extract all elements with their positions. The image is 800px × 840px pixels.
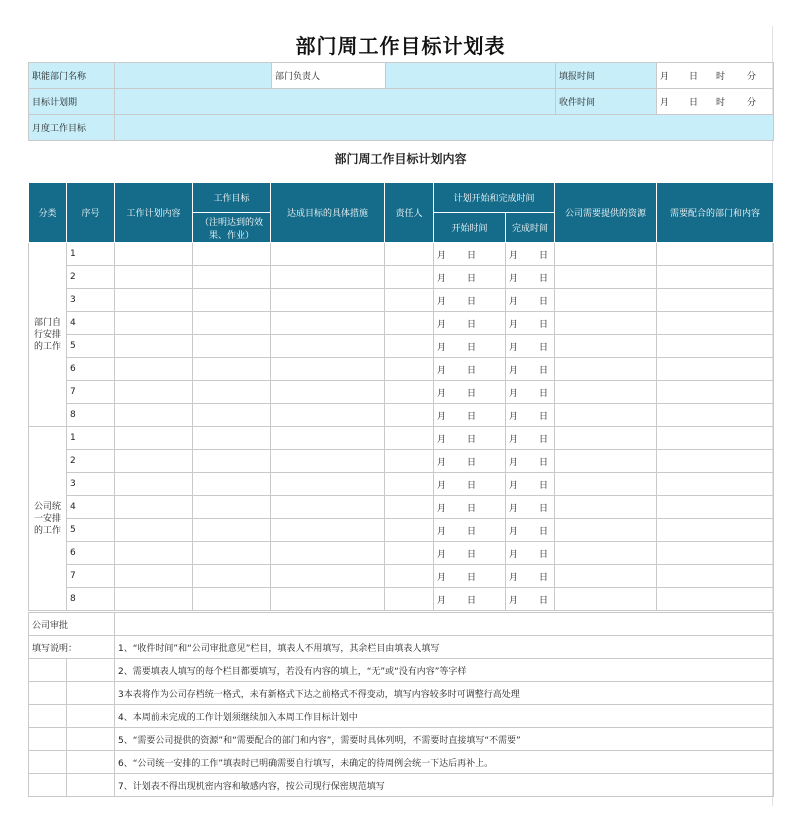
content-cell[interactable] — [115, 565, 193, 588]
finish-date-cell[interactable] — [506, 358, 555, 381]
monthly-goal-label: 月度工作目标 — [29, 115, 115, 141]
date-day-label: 日 — [467, 549, 477, 560]
coop-cell[interactable] — [657, 243, 774, 266]
header-info-table — [28, 62, 774, 141]
col-start: 开始时间 — [434, 213, 506, 243]
date-day-label: 日 — [467, 388, 477, 399]
note-text: 5、“需要公司提供的资源”和“需要配合的部门和内容”，需要时具体列明，不需要时直接填写“不需要” — [115, 728, 774, 751]
start-date-cell[interactable] — [434, 243, 506, 266]
goal-cell[interactable] — [193, 335, 271, 358]
owner-cell[interactable] — [385, 427, 434, 450]
table-row — [29, 519, 774, 542]
goal-cell[interactable] — [193, 358, 271, 381]
category-label: 公司统一安排的工作 — [29, 427, 67, 611]
resources-cell[interactable] — [555, 450, 657, 473]
empty-cell — [29, 659, 67, 682]
content-cell[interactable] — [115, 427, 193, 450]
table-row — [29, 565, 774, 588]
content-cell[interactable] — [115, 266, 193, 289]
col-finish: 完成时间 — [506, 213, 555, 243]
date-month-label: 月 — [509, 296, 519, 307]
start-date-cell[interactable] — [434, 312, 506, 335]
note-row — [29, 659, 774, 682]
approval-field[interactable] — [115, 613, 774, 636]
finish-date-cell[interactable] — [506, 289, 555, 312]
coop-cell[interactable] — [657, 542, 774, 565]
date-part-month: 月 — [660, 72, 670, 82]
coop-cell[interactable] — [657, 404, 774, 427]
empty-cell — [29, 751, 67, 774]
start-date-cell[interactable] — [434, 289, 506, 312]
content-cell[interactable] — [115, 312, 193, 335]
owner-cell[interactable] — [385, 312, 434, 335]
category-label: 部门自行安排的工作 — [29, 243, 67, 427]
date-month-label: 月 — [509, 342, 519, 353]
plan-table — [28, 182, 774, 611]
finish-date-cell[interactable] — [506, 542, 555, 565]
coop-cell[interactable] — [657, 588, 774, 611]
approval-row — [29, 613, 774, 636]
date-month-label: 月 — [437, 319, 447, 330]
note-row — [29, 751, 774, 774]
table-row — [29, 289, 774, 312]
date-day-label: 日 — [539, 250, 549, 261]
date-part-minute: 分 — [747, 98, 757, 108]
note-text: 6、“公司统一安排的工作”填表时已明确需要自行填写，未确定的待周例会统一下达后再补上。 — [115, 751, 774, 774]
goal-cell[interactable] — [193, 588, 271, 611]
fill-time-label: 填报时间 — [556, 63, 657, 89]
resources-cell[interactable] — [555, 565, 657, 588]
note-text: 2、需要填表人填写的每个栏目都要填写，若没有内容的填上，“无”或“没有内容”等字样 — [115, 659, 774, 682]
start-date-cell[interactable] — [434, 358, 506, 381]
finish-date-cell[interactable] — [506, 519, 555, 542]
finish-date-cell[interactable] — [506, 381, 555, 404]
coop-cell[interactable] — [657, 266, 774, 289]
date-part-hour: 时 — [716, 72, 726, 82]
row-number: 8 — [67, 404, 115, 427]
content-cell[interactable] — [115, 335, 193, 358]
date-month-label: 月 — [437, 480, 447, 491]
measures-cell[interactable] — [271, 588, 385, 611]
row-number: 1 — [67, 243, 115, 266]
date-month-label: 月 — [437, 342, 447, 353]
date-month-label: 月 — [509, 549, 519, 560]
dept-name-label: 职能部门名称 — [29, 63, 115, 89]
resources-cell[interactable] — [555, 473, 657, 496]
date-day-label: 日 — [539, 572, 549, 583]
measures-cell[interactable] — [271, 565, 385, 588]
owner-cell[interactable] — [385, 289, 434, 312]
start-date-cell[interactable] — [434, 335, 506, 358]
resources-cell[interactable] — [555, 427, 657, 450]
content-cell[interactable] — [115, 404, 193, 427]
date-day-label: 日 — [467, 342, 477, 353]
measures-cell[interactable] — [271, 473, 385, 496]
col-content: 工作计划内容 — [115, 183, 193, 243]
table-row — [29, 404, 774, 427]
finish-date-cell[interactable] — [506, 473, 555, 496]
date-part-day: 日 — [689, 98, 699, 108]
resources-cell[interactable] — [555, 243, 657, 266]
dept-name-field[interactable] — [115, 63, 272, 89]
start-date-cell[interactable] — [434, 473, 506, 496]
content-cell[interactable] — [115, 450, 193, 473]
date-month-label: 月 — [509, 503, 519, 514]
date-day-label: 日 — [539, 503, 549, 514]
owner-cell[interactable] — [385, 542, 434, 565]
row-number: 6 — [67, 358, 115, 381]
date-day-label: 日 — [539, 526, 549, 537]
date-day-label: 日 — [539, 319, 549, 330]
start-date-cell[interactable] — [434, 266, 506, 289]
start-date-cell[interactable] — [434, 542, 506, 565]
date-month-label: 月 — [509, 388, 519, 399]
note-text: 7、计划表不得出现机密内容和敏感内容，按公司现行保密规范填写 — [115, 774, 774, 797]
date-day-label: 日 — [467, 319, 477, 330]
row-number: 3 — [67, 473, 115, 496]
date-month-label: 月 — [509, 273, 519, 284]
date-month-label: 月 — [509, 526, 519, 537]
table-row — [29, 542, 774, 565]
measures-cell[interactable] — [271, 542, 385, 565]
measures-cell[interactable] — [271, 312, 385, 335]
date-day-label: 日 — [467, 365, 477, 376]
date-day-label: 日 — [467, 457, 477, 468]
date-day-label: 日 — [467, 273, 477, 284]
finish-date-cell[interactable] — [506, 312, 555, 335]
measures-cell[interactable] — [271, 450, 385, 473]
dept-head-label: 部门负责人 — [272, 63, 386, 89]
date-part-month: 月 — [660, 98, 670, 108]
coop-cell[interactable] — [657, 358, 774, 381]
start-date-cell[interactable] — [434, 519, 506, 542]
start-date-cell[interactable] — [434, 404, 506, 427]
date-month-label: 月 — [437, 595, 447, 606]
row-number: 4 — [67, 496, 115, 519]
date-month-label: 月 — [437, 457, 447, 468]
note-row — [29, 636, 774, 659]
owner-cell[interactable] — [385, 450, 434, 473]
date-month-label: 月 — [509, 480, 519, 491]
date-day-label: 日 — [539, 273, 549, 284]
goal-cell[interactable] — [193, 243, 271, 266]
measures-cell[interactable] — [271, 358, 385, 381]
owner-cell[interactable] — [385, 358, 434, 381]
col-seq: 序号 — [67, 183, 115, 243]
goal-cell[interactable] — [193, 289, 271, 312]
col-coop: 需要配合的部门和内容 — [657, 183, 774, 243]
measures-cell[interactable] — [271, 381, 385, 404]
table-row — [29, 335, 774, 358]
coop-cell[interactable] — [657, 496, 774, 519]
resources-cell[interactable] — [555, 358, 657, 381]
coop-cell[interactable] — [657, 335, 774, 358]
measures-cell[interactable] — [271, 519, 385, 542]
owner-cell[interactable] — [385, 381, 434, 404]
finish-date-cell[interactable] — [506, 588, 555, 611]
resources-cell[interactable] — [555, 312, 657, 335]
note-text: 1、“收件时间”和“公司审批意见”栏目，填表人不用填写，其余栏目由填表人填写 — [115, 636, 774, 659]
goal-cell[interactable] — [193, 542, 271, 565]
empty-cell — [67, 705, 115, 728]
resources-cell[interactable] — [555, 496, 657, 519]
measures-cell[interactable] — [271, 289, 385, 312]
start-date-cell[interactable] — [434, 565, 506, 588]
date-day-label: 日 — [467, 296, 477, 307]
date-month-label: 月 — [437, 365, 447, 376]
note-text: 4、本周前未完成的工作计划须继续加入本周工作目标计划中 — [115, 705, 774, 728]
content-cell[interactable] — [115, 243, 193, 266]
table-row — [29, 450, 774, 473]
empty-cell — [29, 682, 67, 705]
date-day-label: 日 — [539, 342, 549, 353]
date-day-label: 日 — [467, 411, 477, 422]
resources-cell[interactable] — [555, 381, 657, 404]
note-row — [29, 705, 774, 728]
coop-cell[interactable] — [657, 565, 774, 588]
measures-cell[interactable] — [271, 266, 385, 289]
date-day-label: 日 — [467, 480, 477, 491]
receive-time-field[interactable] — [657, 89, 774, 115]
owner-cell[interactable] — [385, 335, 434, 358]
date-day-label: 日 — [467, 250, 477, 261]
row-number: 1 — [67, 427, 115, 450]
empty-cell — [67, 728, 115, 751]
resources-cell[interactable] — [555, 542, 657, 565]
resources-cell[interactable] — [555, 404, 657, 427]
coop-cell[interactable] — [657, 473, 774, 496]
finish-date-cell[interactable] — [506, 404, 555, 427]
col-owner: 责任人 — [385, 183, 434, 243]
row-number: 8 — [67, 588, 115, 611]
col-category: 分类 — [29, 183, 67, 243]
table-row — [29, 312, 774, 335]
coop-cell[interactable] — [657, 289, 774, 312]
date-day-label: 日 — [539, 296, 549, 307]
content-cell[interactable] — [115, 358, 193, 381]
date-day-label: 日 — [467, 595, 477, 606]
approval-label: 公司审批 — [29, 613, 115, 636]
empty-cell — [29, 774, 67, 797]
fill-time-field[interactable] — [657, 63, 774, 89]
date-day-label: 日 — [539, 457, 549, 468]
date-month-label: 月 — [437, 434, 447, 445]
measures-cell[interactable] — [271, 335, 385, 358]
date-month-label: 月 — [437, 572, 447, 583]
goal-cell[interactable] — [193, 266, 271, 289]
row-number: 6 — [67, 542, 115, 565]
owner-cell[interactable] — [385, 473, 434, 496]
goal-cell[interactable] — [193, 381, 271, 404]
date-month-label: 月 — [509, 595, 519, 606]
coop-cell[interactable] — [657, 312, 774, 335]
owner-cell[interactable] — [385, 519, 434, 542]
row-number: 7 — [67, 565, 115, 588]
row-number: 5 — [67, 519, 115, 542]
col-goal: 工作目标 — [193, 183, 271, 213]
note-row — [29, 728, 774, 751]
finish-date-cell[interactable] — [506, 565, 555, 588]
resources-cell[interactable] — [555, 335, 657, 358]
measures-cell[interactable] — [271, 243, 385, 266]
finish-date-cell[interactable] — [506, 266, 555, 289]
owner-cell[interactable] — [385, 496, 434, 519]
col-measures: 达成目标的具体措施 — [271, 183, 385, 243]
start-date-cell[interactable] — [434, 381, 506, 404]
notes-table — [28, 612, 774, 797]
row-number: 3 — [67, 289, 115, 312]
date-day-label: 日 — [467, 526, 477, 537]
content-cell[interactable] — [115, 473, 193, 496]
table-row — [29, 266, 774, 289]
content-cell[interactable] — [115, 588, 193, 611]
date-part-minute: 分 — [747, 72, 757, 82]
date-month-label: 月 — [437, 296, 447, 307]
date-day-label: 日 — [539, 595, 549, 606]
date-month-label: 月 — [509, 411, 519, 422]
start-date-cell[interactable] — [434, 450, 506, 473]
table-row — [29, 588, 774, 611]
monthly-goal-field[interactable] — [115, 115, 774, 141]
goal-cell[interactable] — [193, 565, 271, 588]
finish-date-cell[interactable] — [506, 427, 555, 450]
row-number: 2 — [67, 266, 115, 289]
date-month-label: 月 — [437, 526, 447, 537]
plan-period-label: 目标计划期 — [29, 89, 115, 115]
content-cell[interactable] — [115, 542, 193, 565]
resources-cell[interactable] — [555, 588, 657, 611]
resources-cell[interactable] — [555, 266, 657, 289]
start-date-cell[interactable] — [434, 588, 506, 611]
date-month-label: 月 — [437, 411, 447, 422]
empty-cell — [29, 705, 67, 728]
date-day-label: 日 — [539, 434, 549, 445]
content-cell[interactable] — [115, 289, 193, 312]
table-row — [29, 496, 774, 519]
date-day-label: 日 — [467, 434, 477, 445]
goal-cell[interactable] — [193, 473, 271, 496]
goal-cell[interactable] — [193, 496, 271, 519]
note-row — [29, 774, 774, 797]
row-number: 5 — [67, 335, 115, 358]
finish-date-cell[interactable] — [506, 450, 555, 473]
date-day-label: 日 — [539, 549, 549, 560]
table-row — [29, 473, 774, 496]
table-row — [29, 243, 774, 266]
finish-date-cell[interactable] — [506, 496, 555, 519]
table-row — [29, 381, 774, 404]
start-date-cell[interactable] — [434, 496, 506, 519]
table-row — [29, 358, 774, 381]
page-title: 部门周工作目标计划表 — [295, 34, 506, 58]
goal-cell[interactable] — [193, 519, 271, 542]
col-goal-note: （注明达到的效果、作业） — [193, 213, 271, 243]
goal-cell[interactable] — [193, 404, 271, 427]
date-month-label: 月 — [509, 319, 519, 330]
owner-cell[interactable] — [385, 565, 434, 588]
empty-cell — [67, 682, 115, 705]
coop-cell[interactable] — [657, 450, 774, 473]
owner-cell[interactable] — [385, 588, 434, 611]
date-month-label: 月 — [437, 503, 447, 514]
receive-time-label: 收件时间 — [556, 89, 657, 115]
start-date-cell[interactable] — [434, 427, 506, 450]
measures-cell[interactable] — [271, 404, 385, 427]
date-part-hour: 时 — [716, 98, 726, 108]
dept-head-field[interactable] — [386, 63, 556, 89]
notes-label: 填写说明： — [29, 636, 115, 659]
date-month-label: 月 — [437, 549, 447, 560]
empty-cell — [67, 751, 115, 774]
content-cell[interactable] — [115, 519, 193, 542]
col-resources: 公司需要提供的资源 — [555, 183, 657, 243]
date-month-label: 月 — [509, 365, 519, 376]
owner-cell[interactable] — [385, 266, 434, 289]
plan-period-field[interactable] — [115, 89, 556, 115]
date-month-label: 月 — [509, 434, 519, 445]
goal-cell[interactable] — [193, 427, 271, 450]
owner-cell[interactable] — [385, 404, 434, 427]
coop-cell[interactable] — [657, 519, 774, 542]
note-text: 3本表将作为公司存档统一格式，未有新格式下达之前格式不得变动，填写内容较多时可调整行高处理 — [115, 682, 774, 705]
note-row — [29, 682, 774, 705]
date-month-label: 月 — [437, 250, 447, 261]
content-cell[interactable] — [115, 381, 193, 404]
date-part-day: 日 — [689, 72, 699, 82]
date-day-label: 日 — [539, 411, 549, 422]
empty-cell — [67, 659, 115, 682]
coop-cell[interactable] — [657, 427, 774, 450]
date-month-label: 月 — [437, 273, 447, 284]
coop-cell[interactable] — [657, 381, 774, 404]
content-cell[interactable] — [115, 496, 193, 519]
date-day-label: 日 — [539, 388, 549, 399]
date-day-label: 日 — [539, 480, 549, 491]
row-number: 4 — [67, 312, 115, 335]
empty-cell — [29, 728, 67, 751]
finish-date-cell[interactable] — [506, 335, 555, 358]
goal-cell[interactable] — [193, 312, 271, 335]
date-day-label: 日 — [539, 365, 549, 376]
date-day-label: 日 — [467, 503, 477, 514]
empty-cell — [67, 774, 115, 797]
section-title: 部门周工作目标计划内容 — [334, 152, 467, 166]
col-schedule: 计划开始和完成时间 — [434, 183, 555, 213]
date-day-label: 日 — [467, 572, 477, 583]
measures-cell[interactable] — [271, 496, 385, 519]
goal-cell[interactable] — [193, 450, 271, 473]
row-number: 7 — [67, 381, 115, 404]
resources-cell[interactable] — [555, 519, 657, 542]
date-month-label: 月 — [509, 457, 519, 468]
finish-date-cell[interactable] — [506, 243, 555, 266]
date-month-label: 月 — [509, 250, 519, 261]
table-row — [29, 427, 774, 450]
owner-cell[interactable] — [385, 243, 434, 266]
resources-cell[interactable] — [555, 289, 657, 312]
date-month-label: 月 — [437, 388, 447, 399]
date-month-label: 月 — [509, 572, 519, 583]
row-number: 2 — [67, 450, 115, 473]
measures-cell[interactable] — [271, 427, 385, 450]
